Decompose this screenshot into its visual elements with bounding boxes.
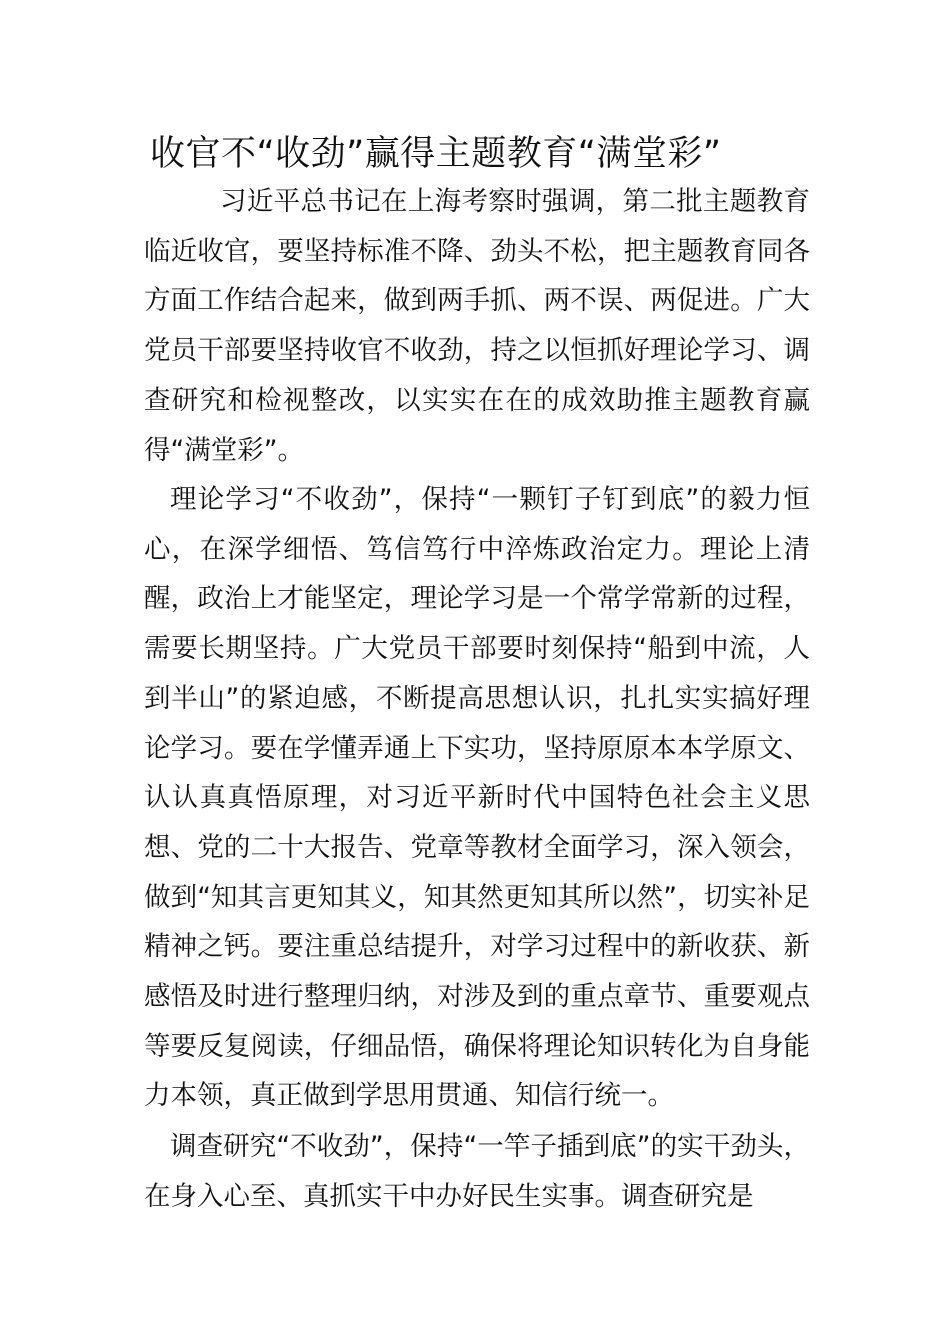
paragraph-investigation: 调查研究“不收劲”，保持“一竿子插到底”的实干劲头，在身入心至、真抓实干中办好民生实事。调查研究是 [144, 1131, 810, 1212]
paragraph-theory-study: 理论学习“不收劲”，保持“一颗钉子钉到底”的毅力恒心，在深学细悟、笃信笃行中淬炼政治定力。理论上清醒，政治上才能坚定，理论学习是一个常学常新的过程，需要长期坚持。广大党员干部要时刻保持“船到中流，人到半山”的紧迫感，不断提高思想认识，扎扎实实搞好理论学习。要在学懂弄通上下实功，坚持原原本本学原文、认认真真悟原理，对习近平新时代中国特色社会主义思想、党的二十大报告、党章等教材全面学习，深入领会，做到“知其言更知其义，知其然更知其所以然”，切实补足精神之钙。要注重总结提升，对学习过程中的新收获、新感悟及时进行整理归纳，对涉及到的重点章节、重要观点等要反复阅读，仔细品悟，确保将理论知识转化为自身能力本领，真正做到学思用贯通、知信行统一。 [144, 484, 810, 1112]
document-title: 收官不“收劲”赢得主题教育“满堂彩” [150, 134, 722, 174]
paragraph-intro: 习近平总书记在上海考察时强调，第二批主题教育临近收官，要坚持标准不降、劲头不松，把主题教育同各方面工作结合起来，做到两手抓、两不误、两促进。广大党员干部要坚持收官不收劲，持之以恒抓好理论学习、调查研究和检视整改，以实实在在的成效助推主题教育赢得“满堂彩”。 [144, 186, 810, 466]
